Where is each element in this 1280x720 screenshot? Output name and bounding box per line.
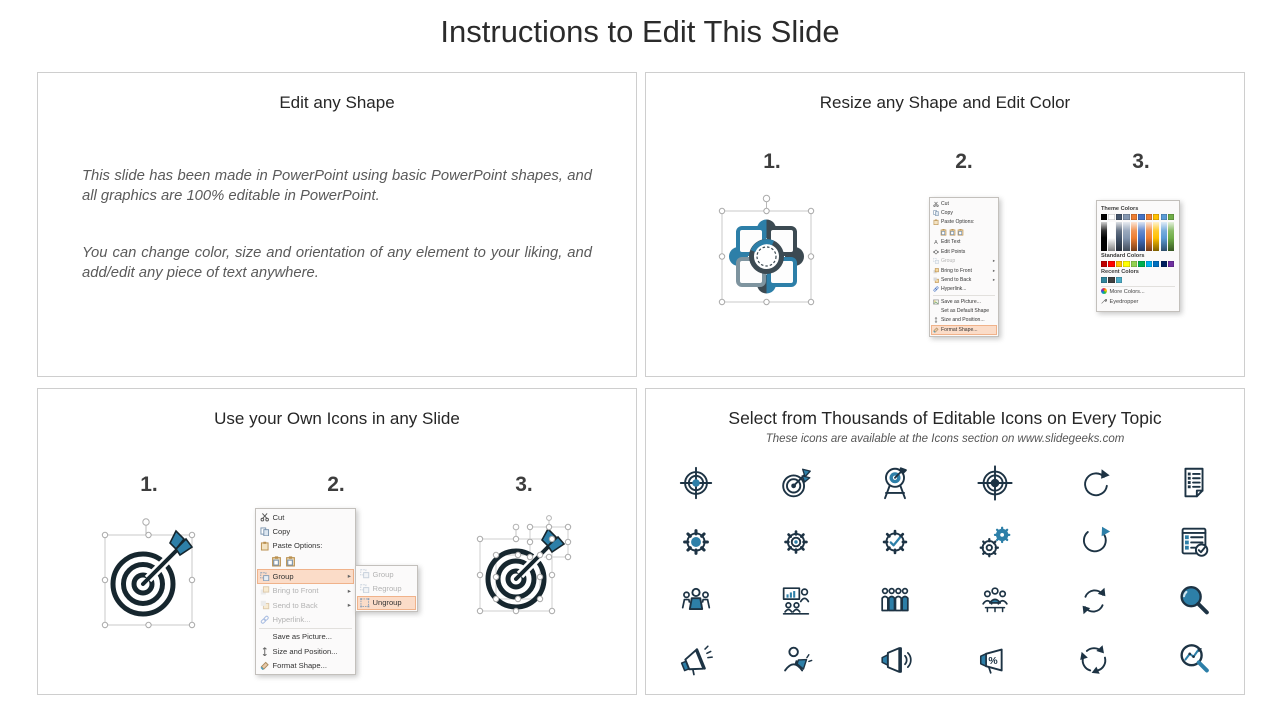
selection-handle [102,532,107,537]
menu-item-label: Save as Picture... [272,632,333,642]
selection-handle [189,577,194,582]
menu-item-label: Hyperlink... [941,286,967,293]
edit-points-icon [933,249,939,255]
color-palette-menu [1096,200,1180,312]
selection-handle [515,596,520,601]
send-back-icon [933,277,939,283]
ctx-sm-item-edit-text[interactable] [931,238,997,247]
palette-item-more-colors[interactable] [1101,288,1175,297]
selection-handle [513,608,518,613]
own-icons-heading: Use your Own Icons in any Slide [214,409,460,428]
target-dart-icon[interactable] [746,453,846,512]
ungroup-icon [360,598,370,608]
panel-resize-shape [645,72,1245,377]
color-swatch[interactable] [1153,214,1159,220]
selection-handle [719,208,724,213]
people-group-icon[interactable] [647,571,747,630]
selection-handle [477,536,482,541]
color-swatch[interactable] [1108,214,1114,220]
color-shade-column[interactable] [1108,222,1114,251]
menu-item-label: Regroup [372,584,402,594]
menu-item-label: Group [372,569,394,579]
color-swatch[interactable] [1108,277,1114,283]
paste-option-icon[interactable] [940,228,947,236]
sync-arrows-icon[interactable] [1045,571,1145,630]
blank-icon [260,632,270,642]
megaphone-percent-icon[interactable] [945,630,1045,689]
menu-item-label: More Colors... [1109,289,1145,296]
color-swatch[interactable] [1168,214,1174,220]
people-discussion-icon[interactable] [945,571,1045,630]
selection-handle [493,596,498,601]
ctx-lg-item-copy[interactable] [257,524,354,538]
menu-item-label: Cut [272,512,285,522]
menu-item-label: Group [941,258,956,265]
checklist-document-icon[interactable] [1144,453,1244,512]
color-swatch[interactable] [1101,277,1107,283]
group-icon [933,258,939,264]
panel-own-icons [37,388,637,695]
presentation-meeting-icon[interactable] [746,571,846,630]
save-picture-icon [933,299,939,305]
selection-handle [527,524,532,529]
color-swatch[interactable] [1108,261,1114,267]
color-swatch[interactable] [1138,261,1144,267]
color-swatch[interactable] [1123,214,1129,220]
ctx-sm-item-size-and-position[interactable] [931,316,997,325]
menu-item-label: Bring to Front [941,267,972,274]
ctx-lg-item-send-to-back[interactable] [257,598,354,612]
selection-handle [537,574,542,579]
gear-dot-center-icon[interactable] [746,512,846,571]
ctx-sm-item-hyperlink[interactable] [931,285,997,294]
menu-item-label: Group [272,571,294,581]
selection-handle [477,572,482,577]
color-swatch[interactable] [1146,261,1152,267]
selection-handle [493,552,498,557]
selection-handle [549,536,554,541]
selection-handle [189,532,194,537]
icon-grid [646,453,1244,689]
menu-item-label: Hyperlink... [272,615,311,625]
rotation-handle [547,516,552,521]
color-swatch[interactable] [1138,214,1144,220]
megaphone-tilted-icon[interactable] [647,630,747,689]
paste-option-icon[interactable] [271,555,282,567]
copy-icon [933,210,939,216]
color-swatch[interactable] [1116,214,1122,220]
eyedropper-icon [1101,298,1107,306]
menu-item-label: Cut [941,200,949,207]
menu-item-label: Format Shape... [272,661,327,671]
submenu-arrow-icon: ▸ [992,267,995,273]
menu-item-label: Save as Picture... [941,298,981,305]
selection-handle [102,577,107,582]
menu-separator [1101,286,1175,287]
menu-item-label: Eyedropper [1109,299,1139,306]
color-shade-column[interactable] [1101,222,1107,251]
blank-icon [933,308,939,314]
submenu-arrow-icon: ▸ [992,276,995,282]
menu-item-label: Send to Back [941,276,972,283]
menu-item-label: Copy [941,210,953,217]
color-swatch[interactable] [1116,277,1122,283]
regroup-icon [360,584,370,594]
ctx-lg-item-paste-options[interactable] [257,539,354,553]
selection-handle [546,524,551,529]
selection-handle [565,539,570,544]
submenu-arrow-icon: ▸ [992,258,995,264]
menu-item-label: Set as Default Shape [941,308,990,315]
ctx-sub-item-group[interactable] [357,567,416,581]
ctx-sm-item-group[interactable] [931,256,997,265]
panel-edit-shape [37,72,637,377]
selection-handle [549,608,554,613]
color-swatch[interactable] [1131,214,1137,220]
submenu-arrow-icon: ▸ [347,587,351,595]
color-swatch[interactable] [1123,261,1129,267]
ctx-lg-item-cut[interactable] [257,510,354,524]
color-shade-column[interactable] [1146,222,1152,251]
bring-front-icon [933,268,939,274]
paste-option-icon[interactable] [957,228,964,236]
selection-handle [537,552,542,557]
ctx-sm-item-bring-to-front[interactable] [931,266,997,275]
hyperlink-icon [933,286,939,292]
ctx-sm-item-save-as-picture[interactable] [931,297,997,306]
paste-option-icon[interactable] [949,228,956,236]
color-swatch[interactable] [1131,261,1137,267]
bring-front-icon [260,586,270,596]
copy-icon [260,527,270,537]
group-icon [260,572,270,582]
clipboard-icon [933,219,939,225]
menu-item-label: Size and Position... [272,646,338,656]
group-submenu [355,565,418,612]
selection-handle [808,254,813,259]
ctx-sm-item-set-as-default-shape[interactable] [931,306,997,315]
menu-item-label: Copy [272,527,291,537]
target-icon-ungrouped[interactable] [474,513,574,635]
color-swatch[interactable] [1101,214,1107,220]
color-shade-column[interactable] [1123,222,1129,251]
palette-section-label: Recent Colors [1101,268,1139,275]
color-swatch[interactable] [1101,261,1107,267]
selection-handle [477,608,482,613]
menu-item-label: Paste Options: [941,219,975,226]
selection-handle [102,622,107,627]
edit-shape-paragraph-1: This slide has been made in PowerPoint using basic PowerPoint shapes, and all graphics are 100% editable in PowerPoint. [82,168,592,204]
selection-handle [537,596,542,601]
resize-step-3: 3. [1132,150,1150,173]
scissors-icon [260,512,270,522]
ctx-sm-item-send-to-back[interactable] [931,275,997,284]
form-checklist-icon[interactable] [1144,512,1244,571]
standard-colors-row [1101,261,1175,267]
selection-handle [527,554,532,559]
context-menu-with-submenu [255,508,419,674]
format-icon [933,327,939,333]
ctx-lg-item-save-as-picture[interactable] [257,630,354,644]
people-standing-icon[interactable] [846,571,946,630]
resize-step-1: 1. [763,150,781,173]
selected-shape-graphic[interactable] [714,191,819,316]
menu-item-label: Edit Points [941,248,966,255]
hyperlink-icon [260,615,270,625]
target-board-stand-icon[interactable] [846,453,946,512]
submenu-arrow-icon: ▸ [347,602,351,610]
color-swatch[interactable] [1168,261,1174,267]
menu-separator [259,628,352,629]
icon-library-subtitle: These icons are available at the Icons section on www.slidegeeks.com [765,433,1125,445]
svg-text:%: % [988,655,998,667]
menu-item-label: Ungroup [372,598,402,608]
own-icons-step-2: 2. [327,473,345,496]
color-swatch[interactable] [1146,214,1152,220]
theme-shades-grid [1101,222,1175,251]
selection-handle [808,208,813,213]
resize-shape-heading: Resize any Shape and Edit Color [819,93,1071,112]
gear-checkmark-icon[interactable] [846,512,946,571]
scissors-icon [933,201,939,207]
context-menu-large [255,508,356,675]
menu-item-label: Edit Text [941,239,961,246]
ctx-lg-paste-options-icons [257,553,354,569]
color-swatch[interactable] [1153,261,1159,267]
recent-colors-row [1101,277,1175,283]
person-announcement-icon[interactable] [746,630,846,689]
color-swatch[interactable] [1161,214,1167,220]
svg-text:A: A [934,240,938,246]
selection-handle [146,532,151,537]
color-swatch[interactable] [1116,261,1122,267]
ctx-sm-item-edit-points[interactable] [931,247,997,256]
color-shade-column[interactable] [1138,222,1144,251]
selection-handle [565,554,570,559]
gear-solid-center-icon[interactable] [647,512,747,571]
selection-handle [719,254,724,259]
edit-shape-heading: Edit any Shape [279,93,395,112]
size-icon [933,317,939,323]
palette-section-label: Standard Colors [1101,252,1145,259]
ctx-sm-item-copy[interactable] [931,208,997,217]
menu-item-label: Size and Position... [941,317,985,324]
cycle-arrows-icon[interactable] [1045,630,1145,689]
ctx-lg-item-format-shape[interactable] [257,659,354,673]
slide-title: Instructions to Edit This Slide [440,14,840,49]
color-shade-column[interactable] [1131,222,1137,251]
ctx-lg-item-bring-to-front[interactable] [257,584,354,598]
megaphone-waves-icon[interactable] [846,630,946,689]
menu-item-label: Format Shape... [941,326,978,333]
selection-handle [565,524,570,529]
ctx-lg-item-hyperlink[interactable] [257,612,354,626]
selection-handle [764,299,769,304]
ctx-sm-paste-options-icons [931,227,997,238]
selection-handle [515,552,520,557]
selection-handle [808,299,813,304]
format-icon [260,661,270,671]
selection-handle [549,572,554,577]
magnifier-analytics-icon[interactable] [1144,630,1244,689]
menu-item-label: Bring to Front [272,586,319,596]
ctx-lg-item-group[interactable] [257,569,354,583]
rotation-handle [143,519,149,525]
selection-handle [146,622,151,627]
ctx-lg-item-size-and-position[interactable] [257,644,354,658]
color-wheel-icon [1101,288,1107,296]
icon-library-heading: Select from Thousands of Editable Icons on Every Topic [728,408,1162,428]
ctx-sm-item-format-shape[interactable] [931,325,997,334]
target-crosshair-icon[interactable] [647,453,747,512]
edit-shape-paragraph-2: You can change color, size and orientation of any element to your liking, and add/edit any piece of text anywhere. [82,245,592,281]
paste-option-icon[interactable] [285,555,296,567]
theme-colors-row [1101,214,1175,220]
own-icons-step-3: 3. [515,473,533,496]
menu-item-label: Send to Back [272,600,318,610]
context-menu-small [929,197,999,337]
edit-text-icon [933,239,939,245]
menu-separator [933,295,995,296]
panel-icon-library [645,388,1245,695]
refresh-arrow-icon[interactable] [1045,453,1145,512]
target-icon-selected[interactable] [96,513,201,638]
rotation-handle [513,524,519,530]
selection-handle [527,539,532,544]
ctx-sm-item-paste-options[interactable] [931,218,997,227]
double-gears-icon[interactable] [945,512,1045,571]
selection-handle [189,622,194,627]
own-icons-step-1: 1. [140,473,158,496]
rotate-arrow-icon[interactable] [1045,512,1145,571]
magnifier-icon[interactable] [1144,571,1244,630]
clipboard-icon [260,541,270,551]
selection-handle [764,208,769,213]
resize-step-2: 2. [955,150,973,173]
color-shade-column[interactable] [1168,222,1174,251]
menu-item-label: Paste Options: [272,541,323,551]
palette-item-eyedropper[interactable] [1101,298,1175,307]
color-swatch[interactable] [1161,261,1167,267]
submenu-arrow-icon: ▸ [347,573,351,581]
ctx-sub-item-ungroup[interactable] [357,596,416,610]
selection-handle [513,536,518,541]
color-shade-column[interactable] [1161,222,1167,251]
crosshair-scope-icon[interactable] [945,453,1045,512]
selection-handle [546,554,551,559]
selection-handle [493,574,498,579]
ctx-sm-item-cut[interactable] [931,199,997,208]
color-shade-column[interactable] [1153,222,1159,251]
rotation-handle [763,195,769,201]
group-icon [360,569,370,579]
palette-section-label: Theme Colors [1101,206,1139,212]
size-icon [260,647,270,657]
selection-handle [719,299,724,304]
send-back-icon [260,600,270,610]
color-shade-column[interactable] [1116,222,1122,251]
ctx-sub-item-regroup[interactable] [357,581,416,595]
